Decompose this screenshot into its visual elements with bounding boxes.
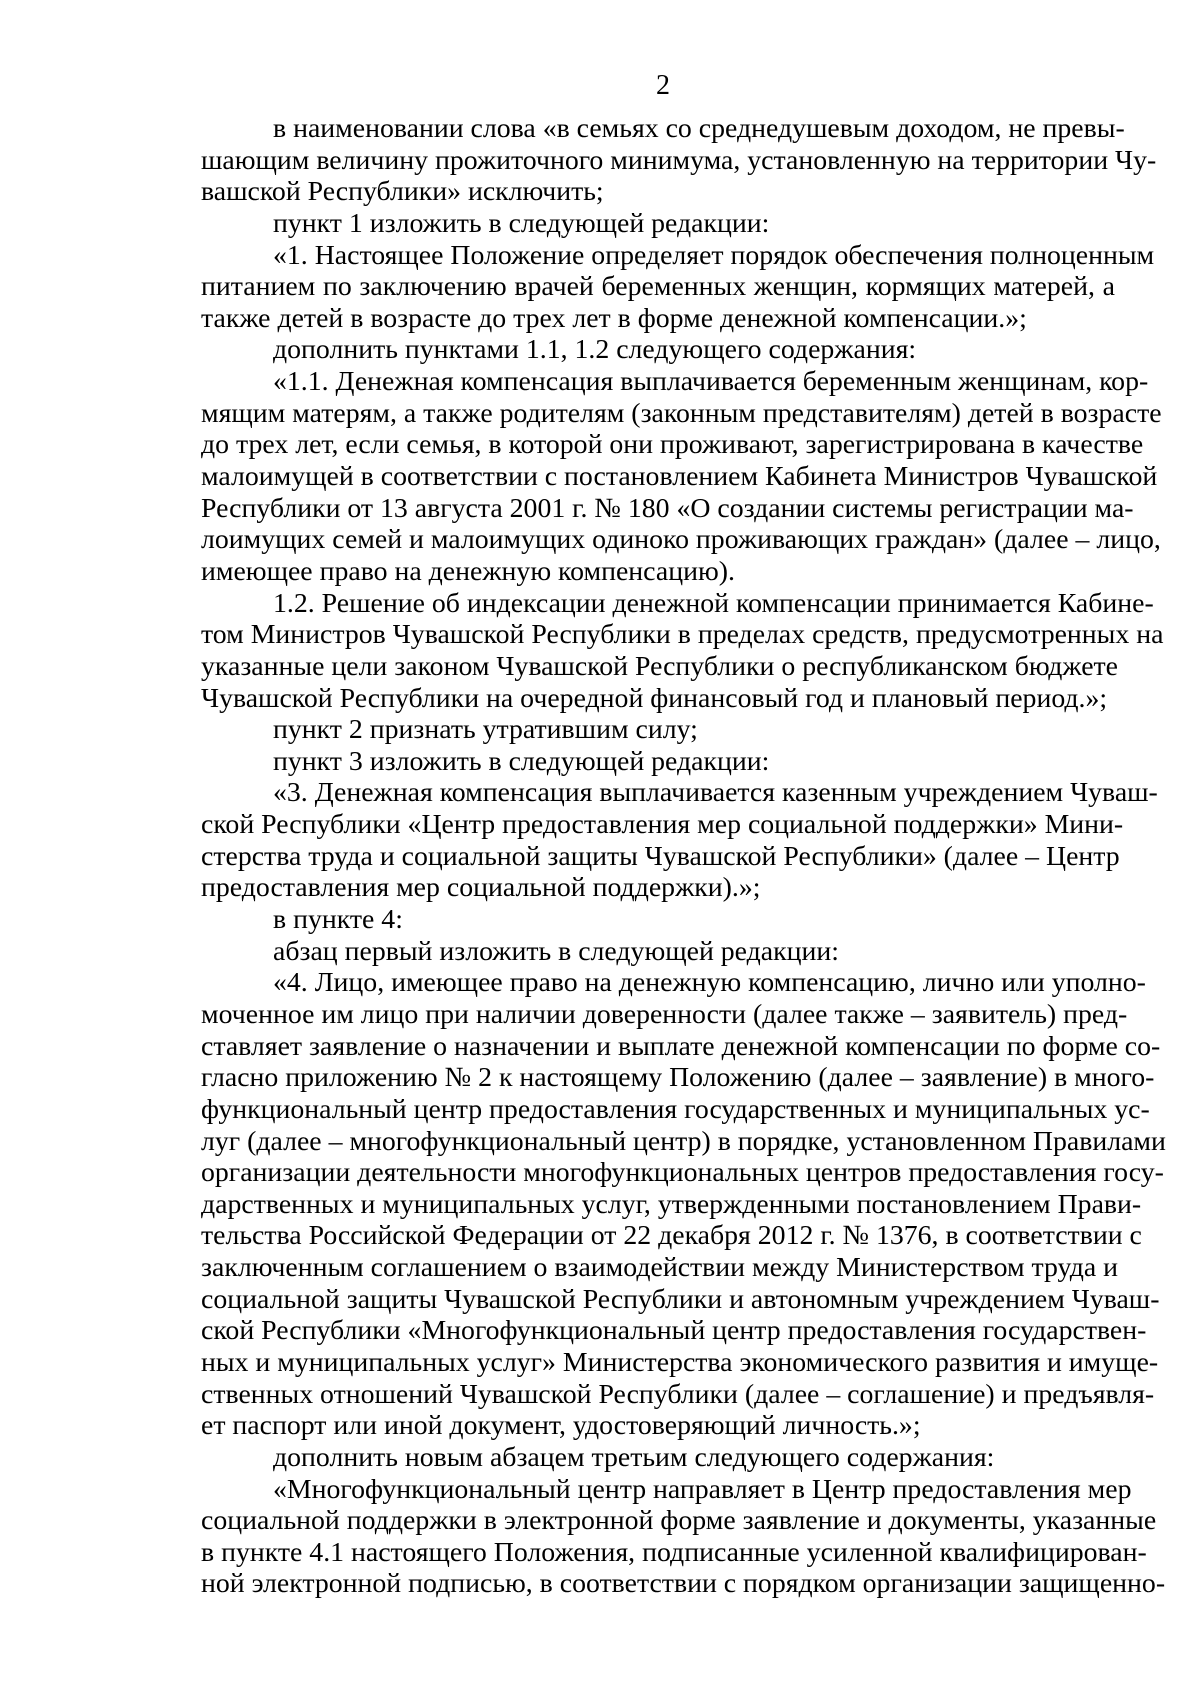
text-line: также детей в возрасте до трех лет в форме денежной компенсации.»; [201, 302, 1027, 334]
text-line: гласно приложению № 2 к настоящему Положению (далее – заявление) в много- [201, 1062, 1155, 1094]
text-line: стерства труда и социальной защиты Чувашской Республики» (далее – Центр [201, 840, 1120, 872]
text-line: пункт 2 признать утратившим силу; [273, 714, 698, 746]
text-line: тельства Российской Федерации от 22 декабря 2012 г. № 1376, в соответствии с [201, 1220, 1142, 1252]
text-line: в пункте 4: [273, 904, 403, 936]
text-line: ной электронной подписью, в соответствии с порядком организации защищенно- [201, 1568, 1166, 1600]
text-line: Чувашской Республики на очередной финансовый год и плановый период.»; [201, 682, 1108, 714]
text-line: социальной поддержки в электронной форме заявление и документы, указанные [201, 1505, 1157, 1537]
text-line: в пункте 4.1 настоящего Положения, подписанные усиленной квалифицирован- [201, 1536, 1147, 1568]
text-line: ет паспорт или иной документ, удостоверяющий личность.»; [201, 1410, 921, 1442]
text-line: «Многофункциональный центр направляет в Центр предоставления мер [273, 1473, 1132, 1505]
text-line: ставляет заявление о назначении и выплате денежной компенсации по форме со- [201, 1030, 1161, 1062]
text-line: дополнить пунктами 1.1, 1.2 следующего содержания: [273, 334, 917, 366]
text-line: Республики от 13 августа 2001 г. № 180 «О создании системы регистрации ма- [201, 492, 1134, 524]
text-line: мящим матерям, а также родителям (законным представителям) детей в возрасте [201, 397, 1162, 429]
text-line: ской Республики «Центр предоставления мер социальной поддержки» Мини- [201, 809, 1124, 841]
text-line: лоимущих семей и малоимущих одиноко проживающих граждан» (далее – лицо, [201, 524, 1161, 556]
document-body [201, 113, 1166, 1600]
text-line: предоставления мер социальной поддержки).»; [201, 872, 761, 904]
text-line: в наименовании слова «в семьях со среднедушевым доходом, не превы- [273, 113, 1125, 144]
text-line: пункт 3 изложить в следующей редакции: [273, 745, 770, 777]
text-line: пункт 1 изложить в следующей редакции: [273, 207, 770, 239]
text-line: моченное им лицо при наличии доверенности (далее также – заявитель) пред- [201, 998, 1128, 1030]
text-line: имеющее право на денежную компенсацию). [201, 555, 735, 587]
text-line: «4. Лицо, имеющее право на денежную компенсацию, лично или уполно- [273, 967, 1146, 999]
page-number: 2 [656, 70, 670, 101]
text-line: дарственных и муниципальных услуг, утвержденными постановлением Прави- [201, 1188, 1142, 1220]
text-line: социальной защиты Чувашской Республики и автономным учреждением Чуваш- [201, 1283, 1160, 1315]
text-line: указанные цели законом Чувашской Республики о республиканском бюджете [201, 650, 1119, 682]
text-line: «1. Настоящее Положение определяет порядок обеспечения полноценным [273, 239, 1155, 271]
text-line: ской Республики «Многофункциональный центр предоставления государствен- [201, 1315, 1147, 1347]
text-line: том Министров Чувашской Республики в пределах средств, предусмотренных на [201, 619, 1164, 651]
text-line: до трех лет, если семья, в которой они проживают, зарегистрирована в качестве [201, 429, 1144, 461]
text-line: ственных отношений Чувашской Республики (далее – соглашение) и предъявля- [201, 1378, 1155, 1410]
text-line: функциональный центр предоставления государственных и муниципальных ус- [201, 1093, 1150, 1125]
text-line: «1.1. Денежная компенсация выплачивается беременным женщинам, кор- [273, 366, 1149, 398]
text-line: малоимущей в соответствии с постановлением Кабинета Министров Чувашской [201, 461, 1158, 493]
text-line: организации деятельности многофункциональных центров предоставления госу- [201, 1157, 1164, 1189]
text-line: дополнить новым абзацем третьим следующего содержания: [273, 1441, 995, 1473]
text-line: 1.2. Решение об индексации денежной компенсации принимается Кабине- [273, 587, 1154, 619]
text-line: вашской Республики» исключить; [201, 176, 604, 208]
text-line: абзац первый изложить в следующей редакции: [273, 935, 839, 967]
text-line: питанием по заключению врачей беременных женщин, кормящих матерей, а [201, 271, 1115, 303]
text-line: заключенным соглашением о взаимодействии между Министерством труда и [201, 1252, 1118, 1284]
text-line: шающим величину прожиточного минимума, установленную на территории Чу- [201, 144, 1157, 176]
text-line: ных и муниципальных услуг» Министерства экономического развития и имуще- [201, 1346, 1159, 1378]
text-line: «3. Денежная компенсация выплачивается казенным учреждением Чуваш- [273, 777, 1158, 809]
text-line: луг (далее – многофункциональный центр) в порядке, установленном Правилами [201, 1125, 1166, 1157]
